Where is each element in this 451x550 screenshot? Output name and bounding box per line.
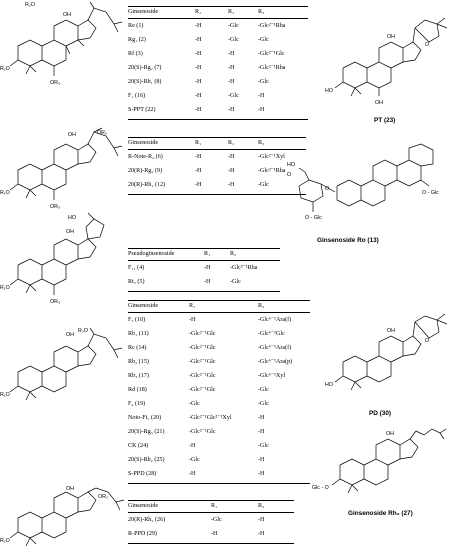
table-cell: -Glc (228, 23, 239, 29)
or3-label: OR₃ (50, 80, 61, 86)
rh3-caption: Ginsenoside Rh₃ (27) (348, 510, 413, 517)
table-cell: F₃ (10) (128, 317, 146, 323)
table-header: R₁ (211, 503, 218, 509)
table-cell: -Glc (258, 37, 269, 43)
table-cell: -H (258, 457, 265, 463)
table-cell: -Glc (258, 182, 269, 188)
table-header: R₁ (195, 140, 202, 146)
table-header: Ginsenoside (128, 140, 159, 146)
table-cell: -Glc (258, 79, 269, 85)
table-header: Ginsenoside (128, 503, 159, 509)
table-cell: -Glc²⁻¹Rha (258, 168, 286, 174)
r1o-label: R₁O (0, 66, 10, 72)
table-cell: -H (258, 93, 265, 99)
table-cell: -H (258, 471, 265, 477)
table-cell: -Glc (258, 387, 269, 393)
table-cell: Rb₁ (11) (128, 331, 149, 337)
table-cell: -H (204, 265, 211, 271)
hydroxyl-label: HO (287, 162, 295, 168)
r1o-label: R₁O (0, 190, 10, 196)
table-cell: 20(R)-Rh₂ (26) (128, 517, 166, 523)
table-cell: -Glc⁶⁻¹Ara(p) (258, 359, 293, 365)
r2o-label: R₂O (25, 2, 36, 8)
pseudoginsenoside-structure (0, 215, 130, 315)
table-cell: -H (195, 79, 202, 85)
table-cell: R-Note-R₂ (6) (128, 154, 163, 160)
table-cell: -Glc²⁻¹Glc (189, 429, 216, 435)
table-cell: -Glc (228, 37, 239, 43)
table-header: R₂ (258, 503, 265, 509)
table-cell: -Glc²⁻¹Glc (189, 387, 216, 393)
pt-structure (325, 0, 451, 122)
table-cell: -H (195, 168, 202, 174)
r1o-label: R₁O (0, 538, 10, 544)
table-cell: Rb₃ (17) (128, 373, 149, 379)
table-cell: -H (258, 429, 265, 435)
table-cell: -Glc (211, 517, 222, 523)
ginsenoside-rh3-structure (312, 425, 451, 507)
table-cell: -Glc²⁻¹Glc (189, 331, 216, 337)
table-cell: -Glc²⁻¹Rha (258, 23, 286, 29)
table-cell: -H (189, 443, 196, 449)
table-cell: -H (228, 168, 235, 174)
hydroxyl-label: OH (66, 332, 74, 338)
table-ppt-ginsenosides (128, 6, 308, 130)
table-cell: Noto-Ft₁ (20) (128, 415, 162, 421)
or2-label: OR₂ (98, 494, 109, 500)
oxygen-label: O (425, 338, 430, 344)
table-header: R₁ (204, 251, 211, 257)
table-cell: -H (195, 23, 202, 29)
hydroxyl-label: OH (375, 100, 383, 106)
table-cell: CK (24) (128, 443, 149, 449)
table-cell: 20(R)-Rh₁ (12) (128, 182, 166, 188)
hydroxyl-label: OH (66, 486, 74, 492)
table-r-ppt-ginsenosides (128, 137, 306, 197)
table-cell: -H (228, 65, 235, 71)
table-cell: 20(S)-Rh₂ (25) (128, 457, 165, 463)
hydroxyl-label: OH (63, 12, 71, 18)
table-cell: -H (258, 531, 265, 537)
table-cell: -H (258, 107, 265, 113)
table-cell: -H (195, 65, 202, 71)
table-cell: -H (195, 93, 202, 99)
table-cell: Rf (3) (128, 51, 143, 57)
table-cell: -Glc⁶⁻¹Ara(f) (258, 317, 292, 323)
or2-label: OR₂ (97, 130, 108, 136)
table-cell: -H (228, 107, 235, 113)
table-cell: -Glc²⁻¹Glc (189, 373, 216, 379)
table-cell: -H (195, 182, 202, 188)
table-ppd-ginsenosides (128, 300, 310, 488)
oxygen-label: O (287, 172, 292, 178)
table-cell: -Glc²⁻¹Rha (230, 265, 258, 271)
table-cell: -H (211, 531, 218, 537)
hydroxyl-label: HO (325, 88, 333, 94)
table-cell: -H (228, 182, 235, 188)
table-cell: -H (258, 517, 265, 523)
pd-structure (325, 318, 451, 410)
hydroxyl-label: OH (68, 132, 76, 138)
table-header: R₃ (258, 9, 265, 15)
r-ppd-scaffold-structure (0, 488, 130, 550)
hydroxyl-label: OH (387, 34, 395, 40)
table-cell: -H (195, 107, 202, 113)
table-header: Ginsenoside (128, 303, 159, 309)
table-cell: S-PPD (28) (128, 471, 157, 477)
table-cell: S-PPT (22) (128, 107, 156, 113)
table-cell: -Glc (189, 401, 200, 407)
table-header: R₁ (195, 9, 202, 15)
table-cell: -Glc²⁻¹Glc (189, 345, 216, 351)
ppt-scaffold-structure (0, 0, 130, 130)
table-header: Ginsenoside (128, 9, 159, 15)
hydroxyl-label: OH (386, 431, 394, 437)
table-cell: -H (195, 51, 202, 57)
r2o-label: R₂O (78, 328, 89, 334)
ro-caption: Ginsenoside Ro (13) (317, 237, 379, 244)
table-cell: -Glc⁶⁻¹Xyl (258, 373, 286, 379)
glucose-label: O - Glc (305, 215, 322, 221)
table-cell: F₁₁ (4) (128, 265, 145, 271)
table-cell: -Glc (189, 457, 200, 463)
table-cell: -H (228, 154, 235, 160)
table-cell: 20(S)-Rg₂ (7) (128, 65, 162, 71)
table-cell: -H (204, 279, 211, 285)
r1o-label: R₁O (0, 285, 10, 291)
table-header: R₁ (189, 303, 196, 309)
r1o-label: R₁O (0, 392, 10, 398)
table-header: R₂ (228, 9, 235, 15)
table-pseudoginsenosides (128, 248, 280, 294)
r-ppt-scaffold-structure (0, 128, 130, 223)
table-header: R₃ (258, 140, 265, 146)
table-cell: -Glc²⁻¹Glc (258, 51, 285, 57)
table-cell: -H (189, 471, 196, 477)
table-cell: Rt₅ (5) (128, 279, 145, 285)
table-cell: -Glc⁶⁻¹Ara(f) (258, 345, 292, 351)
table-cell: -Glc²⁻¹Rha (258, 65, 286, 71)
table-cell: Rc (14) (128, 345, 147, 351)
table-cell: 20(R)-Rg₂ (9) (128, 168, 163, 174)
table-cell: -Glc²⁻¹Glc²⁻¹Xyl (189, 415, 232, 421)
or3-label: OR₃ (50, 299, 61, 305)
table-cell: -Glc (258, 401, 269, 407)
hydroxyl-label: HO (325, 382, 333, 388)
table-cell: -Glc⁶⁻¹Glc (258, 331, 285, 337)
table-cell: -H (195, 37, 202, 43)
oxygen-label: O (425, 42, 430, 48)
oxygen-label: O (325, 186, 330, 192)
pt-caption: PT (23) (374, 117, 396, 124)
table-cell: R-PPD (29) (128, 531, 157, 537)
table-cell: -Glc²⁻¹Xyl (258, 154, 285, 160)
table-cell: -Glc (228, 93, 239, 99)
table-header: R₂ (228, 140, 235, 146)
table-r-ppd-ginsenosides (128, 500, 294, 546)
table-cell: -H (189, 317, 196, 323)
ginsenoside-ro-structure (285, 152, 451, 234)
hydroxyl-label: OH (387, 328, 395, 334)
table-cell: Rd (18) (128, 387, 147, 393)
or3-label: OR₃ (50, 204, 61, 210)
table-cell: -H (258, 415, 265, 421)
table-header: R₂ (258, 303, 265, 309)
table-header: R₂ (230, 251, 237, 257)
table-cell: -H (228, 79, 235, 85)
table-cell: 20(S)-Rg₃ (21) (128, 429, 165, 435)
table-cell: Rg₁ (2) (128, 37, 146, 43)
hydroxyl-label: OH (66, 229, 74, 235)
table-cell: 20(S)-Rh₁ (8) (128, 79, 162, 85)
hydroxyl-label: HO (68, 215, 76, 221)
table-cell: F₁ (16) (128, 93, 146, 99)
table-cell: -Glc (258, 443, 269, 449)
table-cell: Rb₂ (15) (128, 359, 149, 365)
table-cell: -H (195, 154, 202, 160)
table-cell: -H (228, 51, 235, 57)
table-cell: F₂ (19) (128, 401, 146, 407)
table-cell: -Glc²⁻¹Glc (189, 359, 216, 365)
pd-caption: PD (30) (369, 410, 392, 417)
table-cell: -Glc (230, 279, 241, 285)
table-cell: Re (1) (128, 23, 144, 29)
ester-glucose-label: O - Glc (422, 190, 439, 196)
table-header: Pseudoginsenoside (128, 251, 175, 257)
glucose-label: Glc - O (312, 485, 329, 491)
ppd-scaffold-structure (0, 330, 130, 420)
